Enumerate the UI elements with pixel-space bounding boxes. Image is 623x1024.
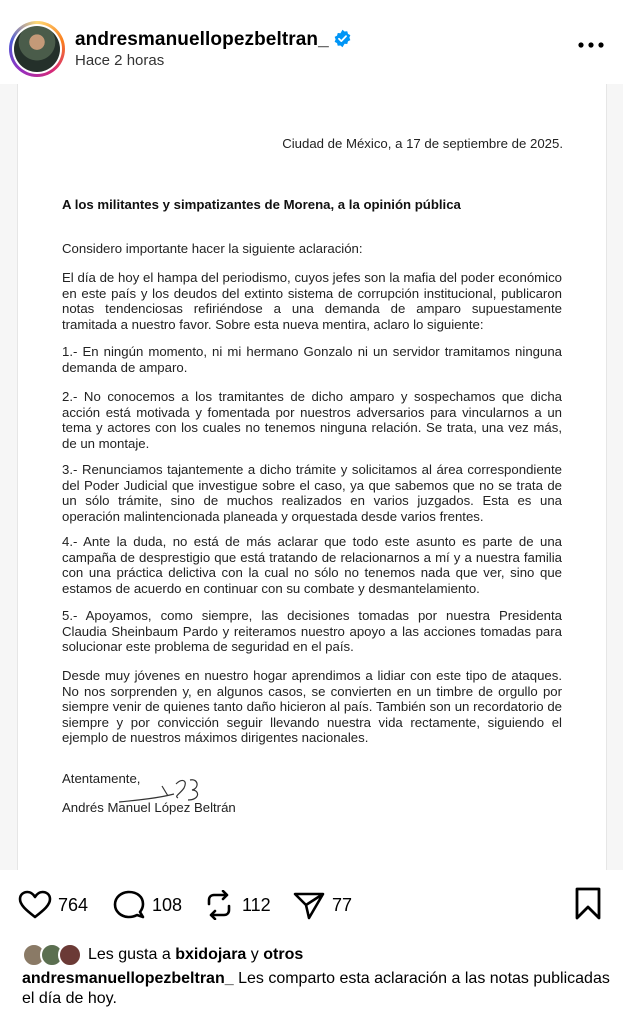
- letter-paragraph: El día de hoy el hampa del periodismo, cuyos jefes son la mafia del poder económico en este país y los deudos del extinto sistema de corrupción institucional, publicaron notas tendenciosas refiriéndose a una demanda de amparo supuestamente tramitada a nuestro favor. Sobre esta nueva mentira, aclaro lo siguiente:: [62, 270, 562, 332]
- heart-icon: [18, 890, 52, 920]
- letter-paragraph: 3.- Renunciamos tajantemente a dicho trámite y solicitamos al área correspondiente del Poder Judicial que investigue sobre el caso, ya que sabemos que no se trata de un sólo trámite, sino de muchos realizados en varios juzgados. Esta es una operación malintencionada planeada y orquestada desde varios frentes.: [62, 462, 562, 524]
- post-image[interactable]: [0, 84, 623, 870]
- bookmark-icon[interactable]: [573, 887, 603, 921]
- avatar[interactable]: [12, 24, 62, 74]
- share-button[interactable]: [292, 890, 352, 920]
- caption-username[interactable]: andresmanuellopezbeltran_: [22, 970, 234, 987]
- letter-paragraph: Desde muy jóvenes en nuestro hogar aprendimos a lidiar con este tipo de ataques. No nos sorprenden y, en algunos casos, se convierten en un timbre de orgullo por siempre venir de quienes tanto daño hicieron al país. También son un recordatorio de siempre y por convicción seguir llevando nuestra vida rectamente, siguiendo el ejemplo de nuestros máximos dirigentes nacionales.: [62, 668, 562, 745]
- letter-paragraph: 5.- Apoyamos, como siempre, las decisiones tomadas por nuestra Presidenta Claudia Sheinbaum Pardo y reiteramos nuestro apoyo a las acciones tomadas para solucionar este problema de seguridad en el país.: [62, 608, 562, 654]
- more-options-icon[interactable]: [577, 31, 605, 51]
- avatar-image: [14, 26, 60, 72]
- liked-by-prefix: Les gusta a: [88, 946, 171, 963]
- letter-paragraph: 4.- Ante la duda, no está de más aclarar que todo este asunto es parte de una campaña de desprestigio que está tratando de relacionarnos a mí y a nuestra familia con una práctica delictiva con la cual no sólo no tenemos nada que ver, sino que estamos de acuerdo en continuar con su combate y desmantelamiento.: [62, 534, 562, 596]
- avatar-story-ring[interactable]: [9, 21, 65, 77]
- liked-by-row[interactable]: [22, 944, 303, 966]
- repost-count: 112: [242, 894, 271, 915]
- send-icon: [292, 890, 326, 920]
- verified-badge-icon: [333, 29, 352, 48]
- liked-by-connector: y: [250, 946, 259, 963]
- share-count: 77: [332, 894, 353, 915]
- comment-button[interactable]: [112, 890, 182, 920]
- repost-button[interactable]: [202, 890, 271, 920]
- liked-by-user[interactable]: bxidojara: [175, 946, 247, 963]
- like-button[interactable]: [18, 890, 88, 920]
- letter-paragraph: 2.- No conocemos a los tramitantes de dicho amparo y sospechamos que dicha acción está motivada y fomentada por nuestros adversarios para vincularnos a un tema y actores con los cuales no tenemos ninguna relación. Se trata, una vez más, de un montaje.: [62, 389, 562, 451]
- letter-signer: Andrés Manuel López Beltrán: [62, 800, 236, 815]
- letter-paragraph: 1.- En ningún momento, ni mi hermano Gonzalo ni un servidor tramitamos ninguna demanda de amparo.: [62, 344, 562, 375]
- liked-by-text: [88, 946, 303, 964]
- letter-document: [17, 84, 607, 870]
- letter-date: Ciudad de México, a 17 de septiembre de 2025.: [282, 136, 563, 151]
- letter-intro: Considero importante hacer la siguiente aclaración:: [62, 241, 363, 256]
- post-time: Hace 2 horas: [75, 52, 165, 69]
- post-caption: [22, 969, 612, 1009]
- username-row[interactable]: [75, 29, 352, 51]
- caption-text: Les comparto esta aclaración a las notas publicadas el día de hoy.: [22, 970, 610, 1007]
- letter-title: A los militantes y simpatizantes de Morena, a la opinión pública: [62, 197, 461, 212]
- post-header: [0, 0, 623, 84]
- like-count: 764: [58, 894, 89, 915]
- letter-closing: Atentamente,: [62, 771, 141, 786]
- username[interactable]: andresmanuellopezbeltran_: [75, 29, 329, 50]
- liked-by-others[interactable]: otros: [263, 946, 304, 963]
- liker-avatar: [58, 943, 82, 967]
- comment-count: 108: [152, 894, 183, 915]
- repost-icon: [202, 890, 236, 920]
- post-actions: [0, 880, 623, 930]
- comment-icon: [112, 890, 146, 920]
